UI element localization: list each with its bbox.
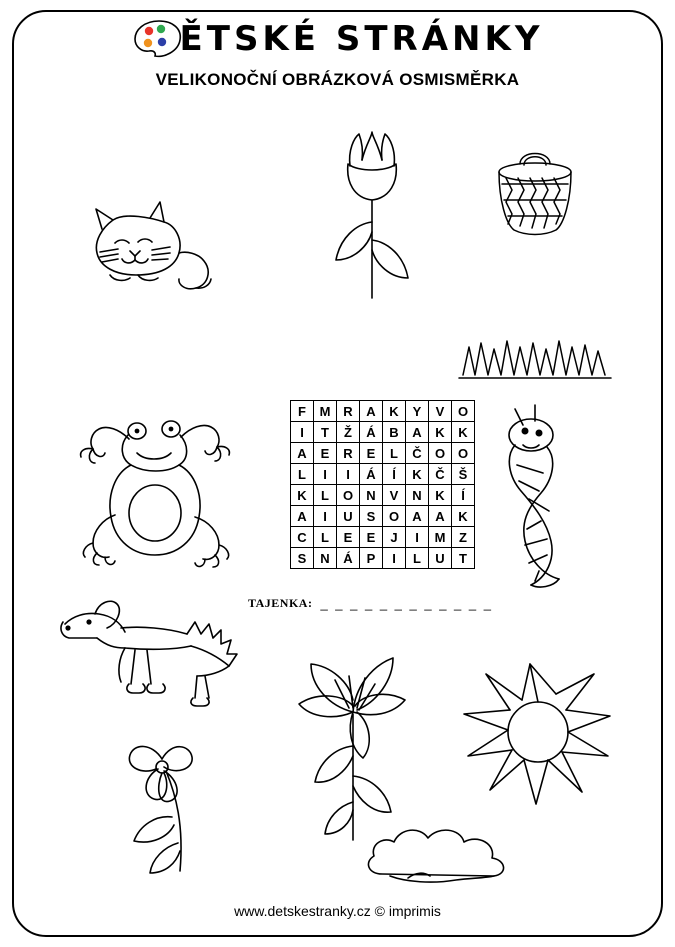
grass-illustration — [455, 335, 615, 390]
grid-cell: K — [291, 485, 314, 506]
grid-cell: O — [383, 506, 406, 527]
grid-cell: R — [337, 443, 360, 464]
footer-credit: www.detskestranky.cz © imprimis — [234, 903, 441, 919]
grid-cell: R — [337, 401, 360, 422]
grid-cell: K — [429, 485, 452, 506]
grid-cell: Á — [360, 422, 383, 443]
basket-illustration — [480, 140, 590, 245]
grid-cell: S — [360, 506, 383, 527]
grid-cell: C — [291, 527, 314, 548]
grid-cell: K — [406, 464, 429, 485]
tajenka-answer-blanks: _ _ _ _ _ _ _ _ _ _ _ _ — [320, 596, 493, 611]
dog-illustration — [55, 580, 245, 710]
grid-cell: K — [452, 506, 475, 527]
grid-cell: J — [383, 527, 406, 548]
grid-cell: O — [452, 443, 475, 464]
grid-cell: I — [314, 506, 337, 527]
grid-cell: L — [383, 443, 406, 464]
palette-icon — [132, 18, 186, 60]
grid-cell: O — [429, 443, 452, 464]
grid-cell: T — [452, 548, 475, 569]
grid-cell: Č — [429, 464, 452, 485]
table-row — [291, 464, 475, 485]
puzzle-table — [290, 400, 475, 569]
grid-cell: A — [291, 506, 314, 527]
grid-cell: Á — [360, 464, 383, 485]
grid-cell: Š — [452, 464, 475, 485]
site-title: ĚTSKÉ STRÁNKY — [179, 19, 544, 59]
grid-cell: V — [383, 485, 406, 506]
grid-cell: L — [314, 527, 337, 548]
grid-cell: M — [314, 401, 337, 422]
grid-cell: I — [314, 464, 337, 485]
grid-cell: O — [337, 485, 360, 506]
grid-cell: I — [383, 548, 406, 569]
grid-cell: A — [360, 401, 383, 422]
cat-illustration — [80, 195, 225, 300]
grid-cell: P — [360, 548, 383, 569]
table-row — [291, 485, 475, 506]
grid-cell: V — [429, 401, 452, 422]
tulip-illustration — [310, 130, 435, 305]
grid-cell: I — [337, 464, 360, 485]
tajenka-label: TAJENKA: — [248, 596, 313, 610]
grid-cell: O — [452, 401, 475, 422]
grid-cell: E — [360, 443, 383, 464]
cloud-illustration — [360, 820, 520, 890]
snake-illustration — [495, 395, 605, 595]
grid-cell: N — [314, 548, 337, 569]
grid-cell: A — [406, 422, 429, 443]
grid-cell: A — [406, 506, 429, 527]
grid-cell: F — [291, 401, 314, 422]
grid-cell: Y — [406, 401, 429, 422]
grid-cell: I — [406, 527, 429, 548]
page-title: VELIKONOČNÍ OBRÁZKOVÁ OSMISMĚRKA — [155, 70, 520, 89]
table-row — [291, 443, 475, 464]
grid-cell: L — [314, 485, 337, 506]
page-header — [0, 18, 675, 90]
grid-cell: Á — [337, 548, 360, 569]
grid-cell: S — [291, 548, 314, 569]
table-row — [291, 422, 475, 443]
grid-cell: U — [429, 548, 452, 569]
grid-cell: L — [291, 464, 314, 485]
table-row — [291, 548, 475, 569]
site-logo — [0, 18, 675, 60]
grid-cell: Z — [452, 527, 475, 548]
grid-cell: N — [360, 485, 383, 506]
table-row — [291, 401, 475, 422]
sun-illustration — [460, 660, 615, 810]
tajenka-row — [248, 596, 493, 611]
grid-cell: E — [314, 443, 337, 464]
grid-cell: L — [406, 548, 429, 569]
flower-illustration — [110, 725, 225, 875]
grid-cell: E — [337, 527, 360, 548]
lily-illustration — [295, 650, 415, 845]
grid-cell: T — [314, 422, 337, 443]
grid-cell: U — [337, 506, 360, 527]
grid-cell: K — [383, 401, 406, 422]
grid-cell: I — [291, 422, 314, 443]
grid-cell: K — [429, 422, 452, 443]
grid-cell: Č — [406, 443, 429, 464]
grid-cell: B — [383, 422, 406, 443]
grid-cell: K — [452, 422, 475, 443]
table-row — [291, 506, 475, 527]
grid-cell: Í — [452, 485, 475, 506]
grid-cell: A — [429, 506, 452, 527]
table-row — [291, 527, 475, 548]
grid-cell: A — [291, 443, 314, 464]
grid-cell: Ž — [337, 422, 360, 443]
grid-cell: N — [406, 485, 429, 506]
frog-illustration — [75, 395, 240, 570]
grid-cell: M — [429, 527, 452, 548]
word-search-grid — [290, 400, 475, 569]
grid-cell: E — [360, 527, 383, 548]
grid-cell: Í — [383, 464, 406, 485]
